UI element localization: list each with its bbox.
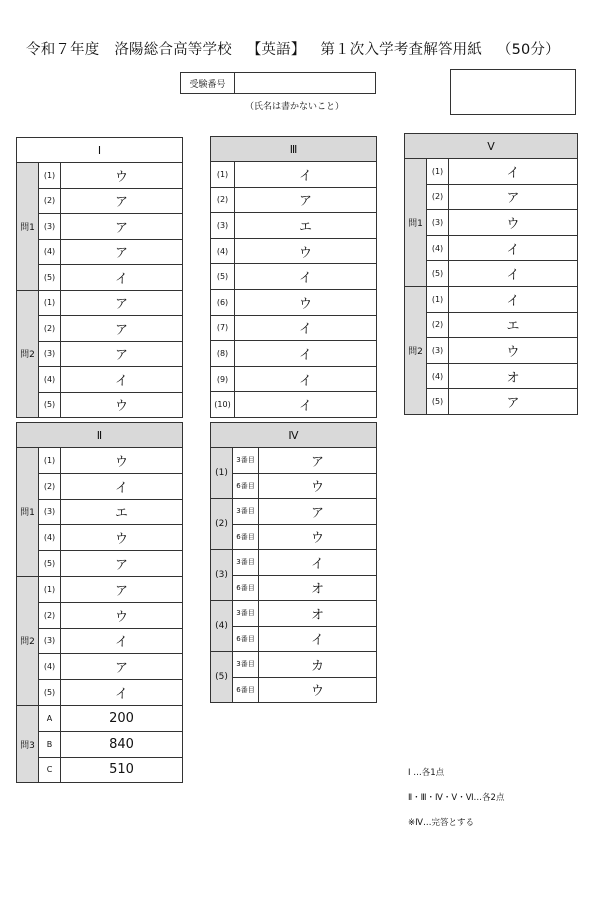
page-title [26, 38, 570, 59]
table-row [211, 652, 377, 678]
answer-cell: ウ [61, 602, 183, 628]
table-row [211, 626, 377, 652]
table-row [405, 210, 578, 236]
answer-cell: イ [449, 235, 578, 261]
question-number: 6番目 [233, 626, 259, 652]
question-number: C [39, 757, 61, 783]
title-points: （50分） [496, 42, 560, 58]
group-label: 問2 [17, 576, 39, 705]
scoring-note-1: Ⅰ …各1点 [408, 768, 445, 778]
question-number: A [39, 705, 61, 731]
question-number: (4) [39, 367, 61, 393]
table-row [17, 654, 183, 680]
section-3-table [210, 136, 377, 418]
question-number: (5) [427, 261, 449, 287]
answer-cell: ア [449, 389, 578, 415]
answer-cell: イ [61, 473, 183, 499]
question-number: 6番目 [233, 524, 259, 550]
question-number: 3番目 [233, 499, 259, 525]
table-row [17, 499, 183, 525]
question-number: (5) [211, 264, 235, 290]
table-row [405, 159, 578, 185]
section-4-title: Ⅳ [211, 423, 377, 448]
answer-cell: ア [61, 341, 183, 367]
question-number: (2) [39, 602, 61, 628]
group-label: 問1 [405, 159, 427, 287]
table-row [17, 525, 183, 551]
section-2-table [16, 422, 183, 783]
title-school: 洛陽総合高等学校 [114, 42, 232, 58]
question-number: (5) [39, 392, 61, 418]
answer-cell: イ [235, 341, 377, 367]
answer-cell: ウ [235, 238, 377, 264]
question-number: 6番目 [233, 575, 259, 601]
section-5-table [404, 133, 578, 415]
question-number: (2) [39, 473, 61, 499]
table-row [17, 341, 183, 367]
question-number: (1) [427, 159, 449, 185]
answer-cell: オ [449, 363, 578, 389]
table-row [211, 341, 377, 367]
table-row [17, 705, 183, 731]
section-2-body [17, 448, 183, 783]
section-5-body [405, 159, 578, 415]
title-exam: 第１次入学考査解答用紙 [320, 42, 483, 58]
question-number: (3) [427, 210, 449, 236]
question-number: (2) [427, 312, 449, 338]
table-row [211, 392, 377, 418]
table-row [17, 214, 183, 240]
question-number: (8) [211, 341, 235, 367]
answer-cell: ア [449, 184, 578, 210]
answer-cell: イ [449, 159, 578, 185]
table-row [17, 448, 183, 474]
question-number: B [39, 731, 61, 757]
question-number: (5) [39, 551, 61, 577]
table-row [405, 389, 578, 415]
table-row [405, 338, 578, 364]
table-row [405, 286, 578, 312]
question-number: (1) [211, 162, 235, 188]
section-1-table [16, 137, 183, 418]
answer-cell: エ [449, 312, 578, 338]
answer-cell: ア [61, 654, 183, 680]
answer-cell: 200 [61, 705, 183, 731]
answer-cell: イ [449, 286, 578, 312]
table-row [17, 731, 183, 757]
group-label: 問1 [17, 448, 39, 577]
question-number: (3) [427, 338, 449, 364]
name-note: （氏名は書かないこと） [245, 102, 345, 112]
table-row [405, 184, 578, 210]
table-row [211, 264, 377, 290]
table-row [211, 315, 377, 341]
table-row [211, 289, 377, 315]
question-number: 3番目 [233, 448, 259, 474]
table-row [17, 367, 183, 393]
answer-cell: イ [61, 628, 183, 654]
question-number: (5) [39, 265, 61, 291]
section-3-body [211, 162, 377, 418]
answer-cell: イ [259, 626, 377, 652]
group-label: 問3 [17, 705, 39, 782]
answer-cell: 510 [61, 757, 183, 783]
table-row [405, 261, 578, 287]
answer-cell: イ [235, 162, 377, 188]
answer-cell: ウ [449, 210, 578, 236]
question-number: (4) [39, 525, 61, 551]
group-label: (5) [211, 652, 233, 703]
table-row [17, 628, 183, 654]
table-row [17, 265, 183, 291]
table-row [211, 499, 377, 525]
answer-cell: イ [235, 264, 377, 290]
answer-cell: ウ [61, 392, 183, 418]
table-row [211, 213, 377, 239]
table-row [211, 550, 377, 576]
section-1-title: Ⅰ [17, 138, 183, 163]
table-row [211, 601, 377, 627]
question-number: (1) [39, 290, 61, 316]
table-row [211, 187, 377, 213]
group-label: 問2 [17, 290, 39, 418]
question-number: (2) [211, 187, 235, 213]
section-1-body [17, 163, 183, 418]
answer-cell: ア [61, 551, 183, 577]
exam-number-field[interactable] [235, 73, 375, 93]
table-row [17, 163, 183, 189]
group-label: (4) [211, 601, 233, 652]
answer-cell: エ [61, 499, 183, 525]
answer-cell: ア [259, 499, 377, 525]
section-5-title: Ⅴ [405, 134, 578, 159]
group-label: (2) [211, 499, 233, 550]
question-number: (2) [39, 316, 61, 342]
question-number: 6番目 [233, 677, 259, 703]
answer-cell: ア [61, 316, 183, 342]
answer-cell: イ [61, 367, 183, 393]
answer-cell: イ [259, 550, 377, 576]
group-label: (1) [211, 448, 233, 499]
question-number: (4) [39, 239, 61, 265]
table-row [211, 677, 377, 703]
question-number: (3) [39, 499, 61, 525]
answer-cell: ウ [235, 289, 377, 315]
table-row [17, 551, 183, 577]
table-row [17, 576, 183, 602]
answer-cell: イ [235, 315, 377, 341]
answer-cell: カ [259, 652, 377, 678]
question-number: (4) [427, 363, 449, 389]
question-number: (5) [427, 389, 449, 415]
answer-cell: オ [259, 601, 377, 627]
answer-cell: ウ [259, 473, 377, 499]
answer-cell: ア [61, 576, 183, 602]
answer-cell: ウ [449, 338, 578, 364]
table-row [17, 757, 183, 783]
section-2-title: Ⅱ [17, 423, 183, 448]
table-row [405, 363, 578, 389]
scoring-note-3: ※Ⅳ…完答とする [408, 818, 474, 828]
table-row [211, 524, 377, 550]
title-year: 令和７年度 [26, 42, 100, 58]
table-row [211, 448, 377, 474]
title-subject: 【英語】 [246, 42, 306, 58]
group-label: 問2 [405, 286, 427, 414]
table-row [17, 188, 183, 214]
table-row [211, 162, 377, 188]
score-box[interactable] [450, 69, 576, 115]
table-row [17, 473, 183, 499]
answer-cell: イ [61, 680, 183, 706]
table-row [211, 366, 377, 392]
section-4-body [211, 448, 377, 703]
answer-cell: ア [61, 239, 183, 265]
question-number: (2) [39, 188, 61, 214]
question-number: (1) [39, 448, 61, 474]
table-row [211, 238, 377, 264]
answer-cell: オ [259, 575, 377, 601]
table-row [17, 392, 183, 418]
question-number: (3) [211, 213, 235, 239]
table-row [17, 290, 183, 316]
answer-cell: イ [235, 392, 377, 418]
question-number: (3) [39, 341, 61, 367]
table-row [405, 312, 578, 338]
question-number: (9) [211, 366, 235, 392]
answer-cell: ウ [259, 524, 377, 550]
scoring-note-2: Ⅱ・Ⅲ・Ⅳ・Ⅴ・Ⅵ…各2点 [408, 793, 505, 803]
answer-cell: ウ [61, 448, 183, 474]
table-row [17, 602, 183, 628]
exam-number-label: 受験番号 [181, 73, 235, 93]
question-number: (3) [39, 628, 61, 654]
question-number: (7) [211, 315, 235, 341]
answer-cell: イ [449, 261, 578, 287]
question-number: (10) [211, 392, 235, 418]
answer-cell: ウ [61, 163, 183, 189]
group-label: (3) [211, 550, 233, 601]
question-number: 3番目 [233, 652, 259, 678]
question-number: (1) [427, 286, 449, 312]
answer-cell: 840 [61, 731, 183, 757]
question-number: (3) [39, 214, 61, 240]
answer-cell: ア [235, 187, 377, 213]
table-row [211, 575, 377, 601]
table-row [211, 473, 377, 499]
question-number: 3番目 [233, 550, 259, 576]
table-row [405, 235, 578, 261]
answer-cell: ア [259, 448, 377, 474]
section-4-table [210, 422, 377, 703]
exam-number-box [180, 72, 376, 94]
section-3-title: Ⅲ [211, 137, 377, 162]
answer-cell: イ [61, 265, 183, 291]
group-label: 問1 [17, 163, 39, 291]
question-number: (1) [39, 576, 61, 602]
table-row [17, 316, 183, 342]
question-number: (1) [39, 163, 61, 189]
question-number: (2) [427, 184, 449, 210]
answer-cell: エ [235, 213, 377, 239]
question-number: (6) [211, 289, 235, 315]
table-row [17, 680, 183, 706]
answer-cell: ウ [61, 525, 183, 551]
answer-cell: イ [235, 366, 377, 392]
question-number: 6番目 [233, 473, 259, 499]
answer-cell: ア [61, 188, 183, 214]
question-number: (4) [211, 238, 235, 264]
answer-cell: ア [61, 290, 183, 316]
question-number: (5) [39, 680, 61, 706]
answer-cell: ア [61, 214, 183, 240]
question-number: 3番目 [233, 601, 259, 627]
table-row [17, 239, 183, 265]
question-number: (4) [427, 235, 449, 261]
question-number: (4) [39, 654, 61, 680]
answer-cell: ウ [259, 677, 377, 703]
